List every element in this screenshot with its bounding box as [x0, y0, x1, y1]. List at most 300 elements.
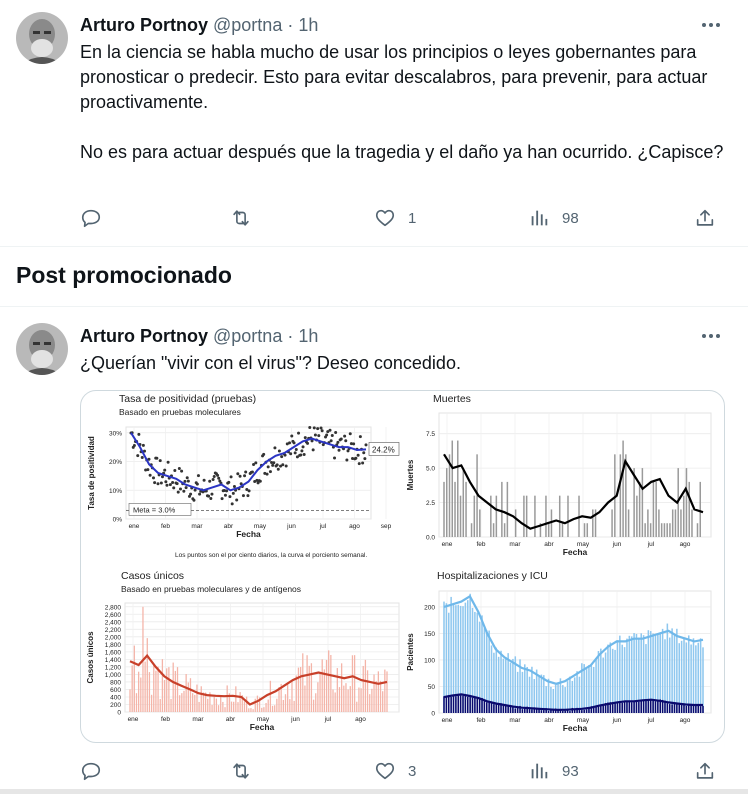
- icu-bar: [648, 700, 650, 713]
- hospital-bar: [531, 667, 533, 713]
- reply-button[interactable]: [80, 759, 102, 783]
- bar: [147, 638, 148, 712]
- data-point: [278, 449, 281, 452]
- data-point: [281, 463, 284, 466]
- bar: [293, 701, 294, 712]
- data-point: [320, 427, 323, 430]
- data-point: [152, 476, 155, 479]
- retweet-button[interactable]: [230, 206, 252, 230]
- data-point: [304, 436, 307, 439]
- data-point: [336, 441, 339, 444]
- data-point: [141, 456, 144, 459]
- timestamp[interactable]: 1h: [298, 326, 319, 346]
- bar: [463, 468, 464, 537]
- y-tick-label: 2,800: [104, 604, 121, 612]
- bar: [272, 706, 273, 712]
- data-point: [217, 477, 220, 480]
- y-tick-label: 150: [424, 630, 435, 638]
- bar: [507, 482, 508, 537]
- y-tick-label: 100: [424, 657, 435, 665]
- bar: [188, 683, 189, 712]
- promoted-label: Post promocionado: [16, 262, 232, 288]
- data-point: [210, 493, 213, 496]
- bar: [291, 681, 292, 712]
- bar: [304, 686, 305, 712]
- hospital-bar: [586, 669, 588, 713]
- views-button[interactable]: [528, 759, 579, 783]
- icu-bar: [621, 703, 623, 713]
- data-point: [231, 502, 234, 505]
- icu-bar: [569, 711, 571, 713]
- like-count: 3: [408, 762, 417, 780]
- icu-bar: [450, 697, 452, 713]
- hospital-bar: [598, 651, 600, 713]
- x-tick-label: ago: [679, 717, 691, 724]
- bar: [283, 700, 284, 712]
- divider: [0, 246, 748, 247]
- x-tick-label: jul: [319, 523, 327, 530]
- views-button[interactable]: [528, 206, 579, 230]
- hospital-bar: [676, 629, 678, 713]
- icu-bar: [640, 701, 642, 713]
- icu-bar: [484, 700, 486, 713]
- x-tick-label: feb: [160, 716, 171, 723]
- y-tick-label: 2,600: [104, 611, 121, 619]
- data-point: [334, 431, 337, 434]
- x-tick-label: mar: [191, 523, 203, 530]
- x-axis-label: Fecha: [562, 723, 588, 733]
- bar: [358, 688, 359, 712]
- bar: [317, 682, 318, 712]
- hospital-bar: [681, 641, 683, 713]
- data-point: [179, 487, 182, 490]
- icu-bar: [669, 704, 671, 713]
- y-tick-label: 5.0: [425, 465, 435, 473]
- bar: [699, 482, 700, 537]
- bar: [373, 675, 374, 712]
- y-tick-label: 1,200: [104, 664, 121, 672]
- bar: [622, 441, 623, 537]
- bar: [479, 509, 480, 537]
- y-tick-label: 800: [110, 679, 121, 687]
- y-tick-label: 7.5: [425, 431, 435, 439]
- bar: [686, 468, 687, 537]
- bar: [562, 523, 563, 537]
- y-tick-label: 1,800: [104, 641, 121, 649]
- data-point: [239, 475, 242, 478]
- data-point: [246, 494, 249, 497]
- data-point: [172, 486, 175, 489]
- data-point: [303, 453, 306, 456]
- bar: [490, 496, 491, 537]
- data-point: [362, 451, 365, 454]
- chart-subtitle: Basado en pruebas moleculares y de antígenos: [121, 584, 302, 594]
- bar: [132, 665, 133, 712]
- separator-dot: ·: [287, 15, 294, 35]
- x-tick-label: feb: [476, 541, 486, 548]
- reply-button[interactable]: [80, 206, 102, 230]
- data-point: [208, 480, 211, 483]
- bar: [224, 707, 225, 712]
- bar: [672, 509, 673, 537]
- icu-bar: [614, 703, 616, 713]
- data-point: [343, 435, 346, 438]
- x-tick-label: may: [253, 523, 267, 530]
- share-icon: [694, 207, 716, 229]
- icu-bar: [683, 704, 685, 713]
- bar: [449, 454, 450, 537]
- charts-figure: [81, 391, 725, 743]
- bar: [347, 689, 348, 712]
- icu-bar: [629, 701, 631, 713]
- bar: [380, 681, 381, 712]
- post-text: En la ciencia se habla mucho de usar los principios o leyes gobernantes para pronosticar o predecir. Esto para evitar descalabros, para prevenir, para actuar proactivamente. No es para actuar después que la tragedia y el daño ya han ocurrido. ¿Capisce?: [80, 42, 724, 162]
- data-point: [288, 441, 291, 444]
- data-point: [155, 457, 158, 460]
- hospital-bar: [678, 643, 680, 713]
- bar: [341, 663, 342, 712]
- like-button[interactable]: [374, 206, 416, 230]
- data-point: [209, 497, 212, 500]
- data-point: [254, 461, 257, 464]
- x-tick-label: may: [576, 717, 590, 724]
- hospital-bar: [512, 659, 514, 713]
- x-tick-label: abr: [223, 523, 234, 530]
- bar: [166, 668, 167, 712]
- bar: [285, 694, 286, 712]
- data-point: [230, 475, 233, 478]
- post-1[interactable]: [0, 0, 748, 248]
- icu-bar: [479, 698, 481, 713]
- data-point: [266, 473, 269, 476]
- like-button[interactable]: [374, 759, 416, 783]
- bar: [313, 700, 314, 712]
- data-point: [164, 480, 167, 483]
- data-point: [183, 480, 186, 483]
- hospital-bar: [686, 642, 688, 713]
- hospital-bar: [588, 665, 590, 713]
- icu-bar: [515, 708, 517, 713]
- icu-bar: [457, 696, 459, 713]
- bar: [211, 705, 212, 712]
- data-point: [177, 491, 180, 494]
- post-text: ¿Querían "vivir con el virus"? Deseo concedido.: [80, 353, 461, 373]
- data-point: [189, 493, 192, 496]
- icu-bar: [631, 702, 633, 713]
- bar: [611, 509, 612, 537]
- bar: [501, 482, 502, 537]
- views-icon: [528, 207, 550, 229]
- bar: [227, 685, 228, 712]
- x-tick-label: ene: [127, 716, 139, 723]
- y-tick-label: 10%: [108, 487, 122, 495]
- icu-bar: [579, 710, 581, 713]
- data-point: [243, 474, 246, 477]
- x-tick-label: abr: [544, 717, 554, 724]
- post-media-image[interactable]: [80, 390, 725, 743]
- hospital-bar: [569, 677, 571, 713]
- hospital-bar: [674, 635, 676, 713]
- bar: [471, 523, 472, 537]
- data-point: [333, 456, 336, 459]
- data-point: [329, 429, 332, 432]
- icu-bar: [562, 711, 564, 713]
- x-axis-label: Fecha: [562, 547, 588, 557]
- data-point: [216, 474, 219, 477]
- bar: [350, 686, 351, 712]
- bar: [326, 660, 327, 712]
- author-handle[interactable]: @portna: [213, 326, 283, 346]
- bar: [339, 687, 340, 712]
- chart-title: Tasa de positividad (pruebas): [119, 393, 257, 405]
- y-axis-label: Muertes: [406, 459, 415, 491]
- retweet-button[interactable]: [230, 759, 252, 783]
- data-point: [235, 499, 238, 502]
- x-tick-label: jul: [324, 716, 332, 723]
- data-point: [338, 449, 341, 452]
- bar: [252, 709, 253, 712]
- bar: [248, 708, 249, 712]
- bar: [642, 468, 643, 537]
- hospital-bar: [688, 635, 690, 713]
- hospital-bar: [583, 664, 585, 713]
- x-tick-label: jul: [647, 541, 655, 548]
- bar: [655, 482, 656, 537]
- chart-title: Hospitalizaciones y ICU: [437, 570, 548, 582]
- bar: [365, 660, 366, 712]
- y-tick-label: 2,000: [104, 634, 121, 642]
- bar: [237, 702, 238, 712]
- icu-bar: [626, 701, 628, 713]
- author-name[interactable]: Arturo Portnoy: [80, 15, 208, 35]
- bar: [363, 666, 364, 712]
- data-point: [178, 467, 181, 470]
- hospital-bar: [702, 647, 704, 713]
- hospital-bar: [600, 649, 602, 713]
- data-point: [163, 469, 166, 472]
- bar: [181, 693, 182, 712]
- bar: [136, 693, 137, 712]
- y-tick-label: 1,400: [104, 656, 121, 664]
- chart-caption: Los puntos son el por ciento diarios, la curva el porciento semanal.: [175, 552, 368, 559]
- bar: [298, 668, 299, 712]
- data-point: [207, 495, 210, 498]
- data-point: [197, 474, 200, 477]
- x-tick-label: may: [576, 541, 590, 548]
- icu-bar: [700, 706, 702, 713]
- icu-bar: [448, 695, 450, 713]
- retweet-icon: [230, 207, 252, 229]
- data-point: [293, 441, 296, 444]
- icu-bar: [655, 701, 657, 713]
- y-tick-label: 0: [431, 710, 435, 718]
- bar: [592, 509, 593, 537]
- icu-bar: [491, 702, 493, 713]
- data-point: [306, 442, 309, 445]
- bar: [661, 523, 662, 537]
- avatar[interactable]: [16, 323, 68, 375]
- retweet-icon: [230, 760, 252, 782]
- icu-bar: [645, 699, 647, 713]
- data-point: [267, 465, 270, 468]
- data-point: [297, 432, 300, 435]
- bar: [345, 683, 346, 712]
- x-tick-label: jun: [612, 717, 622, 724]
- bar: [523, 496, 524, 537]
- y-tick-label: 0: [117, 709, 121, 717]
- more-icon[interactable]: [700, 325, 722, 347]
- data-point: [272, 461, 275, 464]
- author-handle[interactable]: @portna: [213, 15, 283, 35]
- bar: [697, 523, 698, 537]
- hospital-bar: [548, 679, 550, 713]
- bar: [315, 693, 316, 712]
- data-point: [149, 474, 152, 477]
- bar: [460, 496, 461, 537]
- icu-bar: [467, 697, 469, 713]
- hospital-bar: [690, 645, 692, 713]
- bar: [343, 686, 344, 712]
- post-actions: [80, 759, 720, 783]
- data-point: [176, 482, 179, 485]
- data-point: [345, 459, 348, 462]
- icu-bar: [543, 710, 545, 713]
- chart-title: Casos únicos: [121, 570, 185, 582]
- data-point: [344, 439, 347, 442]
- data-point: [357, 454, 360, 457]
- avatar[interactable]: [16, 12, 68, 64]
- data-point: [330, 439, 333, 442]
- data-point: [171, 481, 174, 484]
- data-point: [233, 485, 236, 488]
- hospital-bar: [700, 638, 702, 713]
- like-icon: [374, 760, 396, 782]
- data-point: [224, 494, 227, 497]
- icu-bar: [650, 700, 652, 713]
- y-tick-label: 2,400: [104, 619, 121, 627]
- x-axis-label: Fecha: [236, 529, 261, 539]
- hospital-bar: [697, 643, 699, 713]
- data-point: [262, 453, 265, 456]
- data-point: [325, 433, 328, 436]
- y-tick-label: 2.5: [425, 500, 435, 508]
- data-point: [285, 465, 288, 468]
- bar: [465, 482, 466, 537]
- icu-bar: [586, 709, 588, 713]
- icu-bar: [657, 701, 659, 713]
- data-point: [352, 442, 355, 445]
- x-tick-label: mar: [192, 716, 204, 723]
- icu-bar: [465, 695, 467, 713]
- icu-bar: [619, 702, 621, 713]
- data-point: [146, 468, 149, 471]
- data-point: [136, 454, 139, 457]
- data-point: [153, 481, 156, 484]
- bar: [218, 705, 219, 712]
- author-name[interactable]: Arturo Portnoy: [80, 326, 208, 346]
- icu-bar: [493, 704, 495, 713]
- bar: [515, 509, 516, 537]
- views-count: 93: [562, 762, 579, 780]
- data-point: [159, 459, 162, 462]
- y-axis-label: Pacientes: [406, 633, 415, 671]
- data-point: [273, 446, 276, 449]
- bar: [300, 667, 301, 712]
- data-point: [361, 462, 364, 465]
- bar: [452, 441, 453, 537]
- bar: [322, 659, 323, 712]
- share-icon: [694, 760, 716, 782]
- bar: [328, 650, 329, 712]
- bar: [658, 509, 659, 537]
- timestamp[interactable]: 1h: [298, 15, 319, 35]
- y-tick-label: 200: [110, 701, 121, 709]
- data-point: [228, 495, 231, 498]
- bar: [222, 702, 223, 712]
- x-tick-label: ene: [441, 541, 453, 548]
- data-point: [232, 492, 235, 495]
- data-point: [242, 494, 245, 497]
- bar: [144, 662, 145, 712]
- bar: [216, 699, 217, 712]
- hospital-bar: [538, 676, 540, 713]
- data-point: [290, 434, 293, 437]
- hospital-bar: [591, 666, 593, 713]
- share-button[interactable]: [694, 759, 716, 783]
- y-tick-label: 0.0: [425, 534, 435, 542]
- bar: [384, 670, 385, 712]
- bar: [319, 673, 320, 712]
- bar: [309, 666, 310, 712]
- icu-bar: [446, 696, 448, 713]
- hospital-bar: [507, 653, 509, 713]
- data-point: [227, 481, 230, 484]
- icu-bar: [702, 706, 704, 713]
- post-header: [80, 325, 318, 347]
- bar: [177, 667, 178, 712]
- data-point: [203, 479, 206, 482]
- bar: [175, 671, 176, 712]
- data-point: [137, 433, 140, 436]
- bar: [265, 703, 266, 712]
- bar: [173, 663, 174, 712]
- bar: [183, 691, 184, 712]
- data-point: [221, 497, 224, 500]
- bar: [250, 708, 251, 712]
- data-point: [225, 489, 228, 492]
- bar: [220, 696, 221, 712]
- bar: [311, 663, 312, 712]
- data-point: [299, 454, 302, 457]
- bar: [196, 685, 197, 712]
- share-button[interactable]: [694, 206, 716, 230]
- more-icon[interactable]: [700, 14, 722, 36]
- icu-bar: [643, 700, 645, 713]
- icu-bar: [667, 703, 669, 713]
- icu-bar: [581, 710, 583, 713]
- data-point: [165, 484, 168, 487]
- data-point: [302, 445, 305, 448]
- data-point: [280, 455, 283, 458]
- x-axis-label: Fecha: [249, 722, 275, 732]
- x-tick-label: abr: [544, 541, 554, 548]
- bar: [330, 655, 331, 712]
- bar: [644, 523, 645, 537]
- bar: [151, 695, 152, 712]
- bar: [378, 671, 379, 712]
- bar: [198, 702, 199, 712]
- bar: [636, 496, 637, 537]
